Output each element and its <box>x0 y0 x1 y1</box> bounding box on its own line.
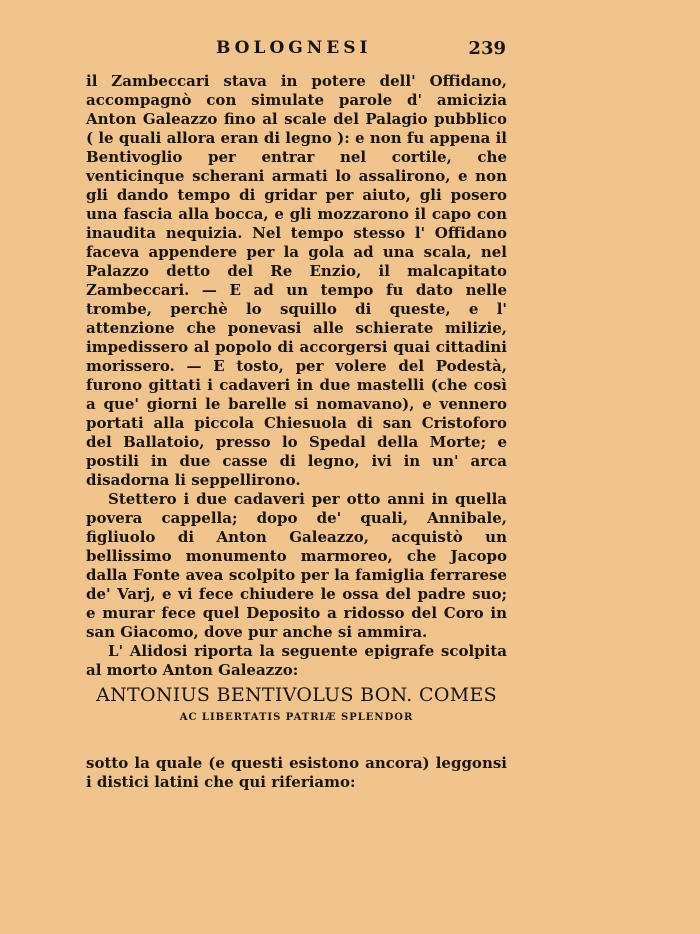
running-head: BOLOGNESI <box>216 38 372 58</box>
paragraph-1: il Zambeccari stava in potere dell' Offidano, accompagnò con simulate parole d' amicizia Anton Galeazzo fino al scale del Palagio pubblico ( le quali allora eran di legno ): e non fu appena il Bentivoglio per entrar nel cortile, che venticinque scherani armati lo assalirono, e non gli dando tempo di gridar per aiuto, gli posero una fascia alla bocca, e gli mozzarono il capo con inaudita nequizia. Nel tempo stesso l' Offidano faceva appendere per la gola ad una scala, nel Palazzo detto del Re Enzio, il malcapitato Zambeccari. — E ad un tempo fu dato nelle trombe, perchè lo squillo di queste, e l' attenzione che ponevasi alle schierate milizie, impedissero al popolo di accorgersi quai cittadini morissero. — E tosto, per volere del Podestà, furono gittati i cadaveri in due mastelli (che così a que' giorni le barelle si nomavano), e vennero portati alla piccola Chiesuola di san Cristoforo del Ballatoio, presso lo Spedal della Morte; e postili in due casse di legno, ivi in un' arca disadorna li seppellirono. <box>86 72 507 489</box>
epigraph-line-2: AC LIBERTATIS PATRIÆ SPLENDOR <box>179 712 414 723</box>
epigraph-line-1: ANTONIUS BENTIVOLUS BON. COMES <box>96 684 497 706</box>
closing-text-block <box>86 754 507 792</box>
closing-paragraph: sotto la quale (e questi esistono ancora) leggonsi i distici latini che qui riferiamo: <box>86 754 507 791</box>
page-header <box>86 38 506 64</box>
page-number: 239 <box>468 38 506 59</box>
paragraph-2: Stettero i due cadaveri per otto anni in quella povera cappella; dopo de' quali, Annibale, figliuolo di Anton Galeazzo, acquistò un bellissimo monumento marmoreo, che Jacopo dalla Fonte avea scolpito per la famiglia ferrarese de' Varj, e vi fece chiudere le ossa del padre suo; e murar fece quel Deposito a ridosso del Coro in san Giacomo, dove pur anche si ammira. <box>86 490 507 641</box>
paragraph-3: L' Alidosi riporta la seguente epigrafe scolpita al morto Anton Galeazzo: <box>86 642 507 679</box>
epigraph <box>86 684 507 723</box>
body-text <box>86 72 507 680</box>
